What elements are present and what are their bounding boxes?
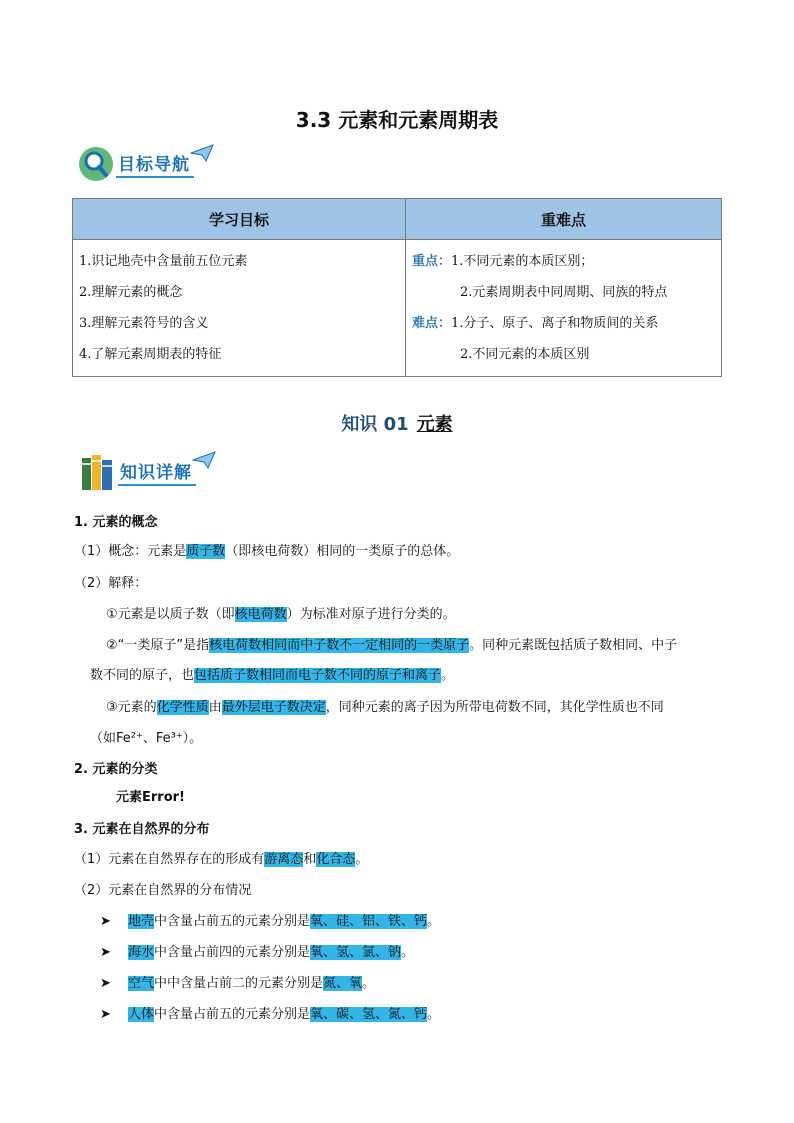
text: （1）元素在自然界存在的形成有: [74, 852, 265, 867]
classification-line: 元素Error!: [116, 790, 185, 805]
text: （即核电荷数）相同的一类原子的总体。: [225, 544, 460, 559]
distribution-title-line: （2）元素在自然界的分布情况: [74, 883, 252, 898]
highlight: 人体: [128, 1007, 155, 1022]
highlight: 氮、氧: [323, 976, 363, 991]
text: 。: [427, 914, 441, 929]
highlight: 氧、硅、铝、铁、钙: [310, 914, 428, 929]
highlight: 包括质子数相同而电子数不同的原子和离子: [194, 668, 442, 683]
text: ②“一类原子”是指: [106, 638, 210, 653]
knowledge-name: 元素: [416, 414, 453, 435]
magnifier-icon: [78, 146, 114, 182]
paper-plane-icon: [190, 144, 214, 162]
highlight: 地壳: [128, 914, 155, 929]
highlight: 氧、碳、氢、氮、钙: [310, 1007, 428, 1022]
highlight: 化学性质: [156, 700, 209, 715]
key-label: 重点：: [412, 254, 452, 269]
table-header-goals: 学习目标: [73, 199, 406, 240]
text: 由: [208, 700, 222, 715]
section-badge-nav: [78, 146, 214, 182]
highlight: 海水: [128, 945, 155, 960]
highlight: 质子数: [186, 544, 226, 559]
goal-item: 3.理解元素符号的含义: [79, 316, 209, 331]
explain-item-2-cont: [90, 664, 454, 683]
text: 和: [303, 852, 317, 867]
goal-item: 2.理解元素的概念: [79, 285, 183, 300]
list-item: [100, 941, 414, 960]
table-header-keypoints: 重难点: [406, 199, 722, 240]
text: 。: [441, 668, 455, 683]
books-icon: [80, 452, 116, 492]
list-item: [100, 972, 375, 991]
key-point: 2.元素周期表中同周期、同族的特点: [460, 285, 668, 300]
text: 。: [362, 976, 376, 991]
text: （1）概念：元素是: [74, 544, 187, 559]
goal-item: 4.了解元素周期表的特征: [79, 347, 222, 362]
highlight: 游离态: [264, 852, 304, 867]
knowledge-heading: [0, 410, 794, 436]
explain-item-3: [106, 696, 664, 715]
paper-plane-icon: [192, 451, 216, 469]
text: ①元素是以质子数（即: [106, 607, 235, 622]
list-item: [100, 1003, 440, 1022]
goal-item: 1.识记地壳中含量前五位元素: [79, 254, 248, 269]
badge-nav-label: 目标导航: [116, 150, 194, 178]
difficulty-point: 2.不同元素的本质区别: [460, 347, 590, 362]
badge-detail-label: 知识详解: [118, 458, 196, 486]
section-badge-detail: [80, 452, 216, 492]
text: 中含量占前五的元素分别是: [154, 914, 311, 929]
arrow-bullet-icon: ➤: [100, 1007, 111, 1022]
highlight: 化合态: [316, 852, 356, 867]
explain-line: （2）解释：: [74, 576, 148, 591]
section-3-heading: 3. 元素在自然界的分布: [74, 822, 210, 837]
highlight: 核电荷数相同而中子数不一定相同的一类原子: [209, 638, 470, 653]
arrow-bullet-icon: ➤: [100, 945, 111, 960]
text: 。: [427, 1007, 441, 1022]
difficulty-label: 难点：: [412, 316, 452, 331]
goals-cell: [73, 240, 406, 377]
explain-item-2: [106, 634, 677, 653]
text: ，同种元素的离子因为所带电荷数不同，其化学性质也不同: [325, 700, 664, 715]
text: 中含量占前四的元素分别是: [154, 945, 311, 960]
explain-item-3-cont: （如Fe²⁺、Fe³⁺）。: [90, 731, 203, 746]
text: 中中含量占前二的元素分别是: [154, 976, 324, 991]
section-2-heading: 2. 元素的分类: [74, 762, 158, 777]
concept-line: [74, 540, 459, 559]
arrow-bullet-icon: ➤: [100, 976, 111, 991]
text: 。同种元素既包括质子数相同、中子: [469, 638, 678, 653]
highlight: 核电荷数: [234, 607, 287, 622]
highlight: 空气: [128, 976, 155, 991]
highlight: 最外层电子数决定: [221, 700, 326, 715]
section-1-heading: 1. 元素的概念: [74, 515, 158, 530]
highlight: 氧、氢、氯、钠: [310, 945, 402, 960]
knowledge-number: 知识 01: [341, 414, 409, 435]
page-title: 3.3 元素和元素周期表: [295, 108, 499, 132]
text: 数不同的原子，也: [90, 668, 195, 683]
text: 。: [401, 945, 415, 960]
arrow-bullet-icon: ➤: [100, 914, 111, 929]
keypoints-cell: [406, 240, 722, 377]
text: 中含量占前五的元素分别是: [154, 1007, 311, 1022]
objectives-table: [72, 198, 722, 377]
difficulty-point: 1.分子、原子、离子和物质间的关系: [451, 316, 659, 331]
key-point: 1.不同元素的本质区别；: [451, 254, 594, 269]
text: ）为标准对原子进行分类的。: [286, 607, 456, 622]
explain-item-1: [106, 603, 456, 622]
text: 。: [355, 852, 369, 867]
list-item: [100, 910, 440, 929]
distribution-form-line: [74, 848, 368, 867]
text: ③元素的: [106, 700, 157, 715]
